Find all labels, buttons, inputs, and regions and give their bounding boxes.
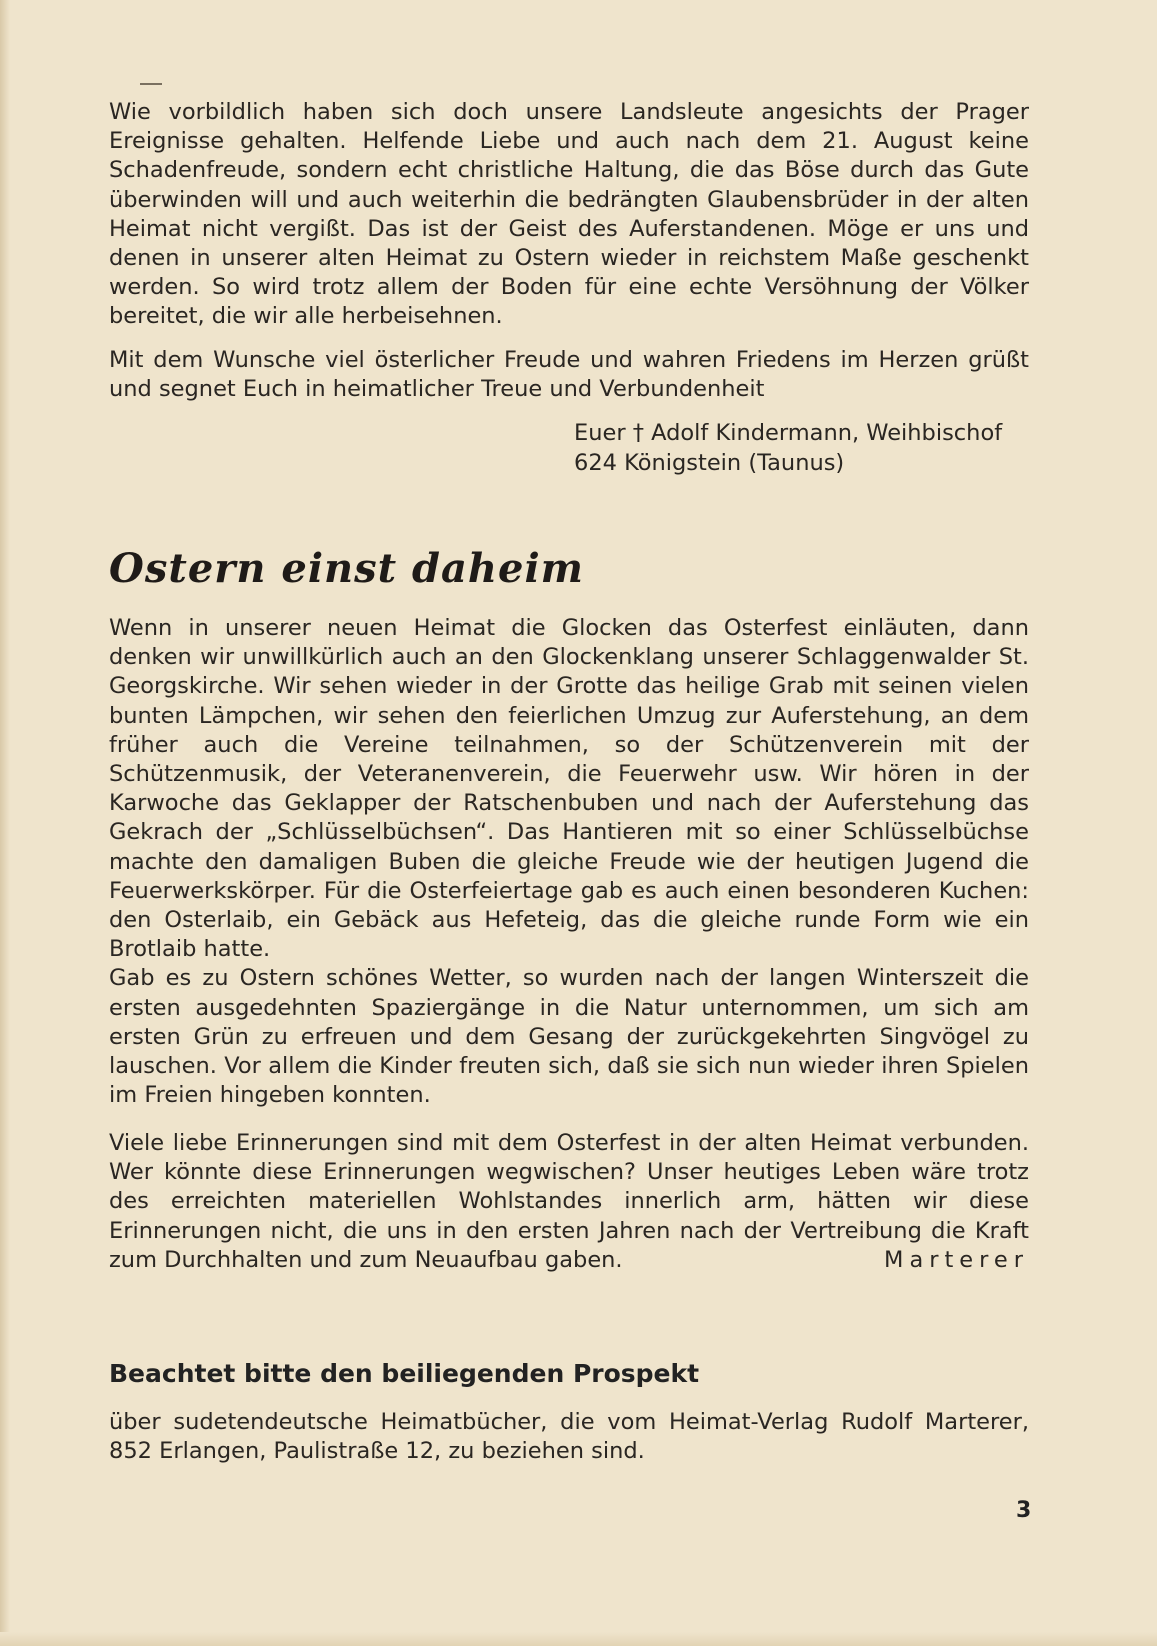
article-body-2 (109, 1129, 1029, 1275)
article-paragraph-1: Wenn in unserer neuen Heimat die Glocken das Osterfest einläuten, dann denken wir unwillkürlich auch an den Glockenklang unserer Schlaggenwalder St. Georgskirche. Wir sehen wieder in der Grotte das heilige Grab mit seinen vielen bunten Lämpchen, wir sehen den feierlichen Umzug zur Auferstehung, an dem früher auch die Vereine teilnahmen, so der Schützenverein mit der Schützenmusik, der Veteranenverein, die Feuerwehr usw. Wir hören in der Karwoche das Geklapper der Ratschenbuben und nach der Auferstehung das Gekrach der „Schlüsselbüchsen“. Das Hantieren mit so einer Schlüsselbüchse machte den damaligen Buben die gleiche Freude wie der heutigen Jugend die Feuerwerkskörper. Für die Osterfeiertage gab es auch einen besonderen Kuchen: den Osterlaib, ein Gebäck aus Hefeteig, das die gleiche runde Form wie ein Brotlaib hatte. (109, 615, 1029, 963)
letter-paragraph-2: Mit dem Wunsche viel österlicher Freude und wahren Friedens im Herzen grüßt und segnet Euch in heimatlicher Treue und Verbundenheit (109, 347, 1029, 403)
article-title: Ostern einst daheim (109, 545, 584, 592)
letter-paragraph-1: Wie vorbildlich haben sich doch unsere Landsleute angesichts der Prager Ereignisse gehalten. Helfende Liebe und auch nach dem 21. August keine Schadenfreude, sondern echt christliche Haltung, die das Böse durch das Gute überwinden will und auch weiterhin die bedrängten Glaubensbrüder in der alten Heimat nicht vergißt. Das ist der Geist des Auferstandenen. Möge er uns und denen in unserer alten Heimat zu Ostern wieder in reichstem Maße geschenkt werden. So wird trotz allem der Boden für eine echte Versöhnung der Völker bereitet, die wir alle herbeisehnen. (109, 99, 1029, 330)
signature-location: 624 Königstein (Taunus) (574, 450, 845, 476)
article-author: Marterer (884, 1246, 1029, 1273)
article-paragraph-3: Viele liebe Erinnerungen sind mit dem Osterfest in der alten Heimat verbunden. Wer könnte diese Erinnerungen wegwischen? Unser heutiges Leben wäre trotz des erreichten materiellen Wohlstandes innerlich arm, hätten wir diese Erinnerungen nicht, die uns in den ersten Jahren nach der Vertreibung die Kraft zum Durchhalten und zum Neuaufbau gaben. (109, 1130, 1029, 1273)
decorative-dash (140, 83, 162, 85)
article-body-1 (109, 614, 1029, 1110)
notice-title: Beachtet bitte den beiliegenden Prospekt (109, 1359, 700, 1388)
signature-name: Euer † Adolf Kindermann, Weihbischof (574, 420, 1003, 446)
article-paragraph-2: Gab es zu Ostern schönes Wetter, so wurden nach der langen Winterszeit die ersten ausgedehnten Spaziergänge in die Natur unternommen, um sich am ersten Grün zu erfreuen und dem Gesang der zurückgekehrten Singvögel zu lauschen. Vor allem die Kinder freuten sich, daß sie sich nun wieder ihren Spielen im Freien hingeben konnten. (109, 965, 1029, 1109)
letter-signature (574, 418, 1002, 478)
page-number: 3 (1016, 1498, 1032, 1523)
notice-body: über sudetendeutsche Heimatbücher, die vom Heimat-Verlag Rudolf Marterer, 852 Erlangen, Paulistraße 12, zu beziehen sind. (109, 1409, 1029, 1465)
